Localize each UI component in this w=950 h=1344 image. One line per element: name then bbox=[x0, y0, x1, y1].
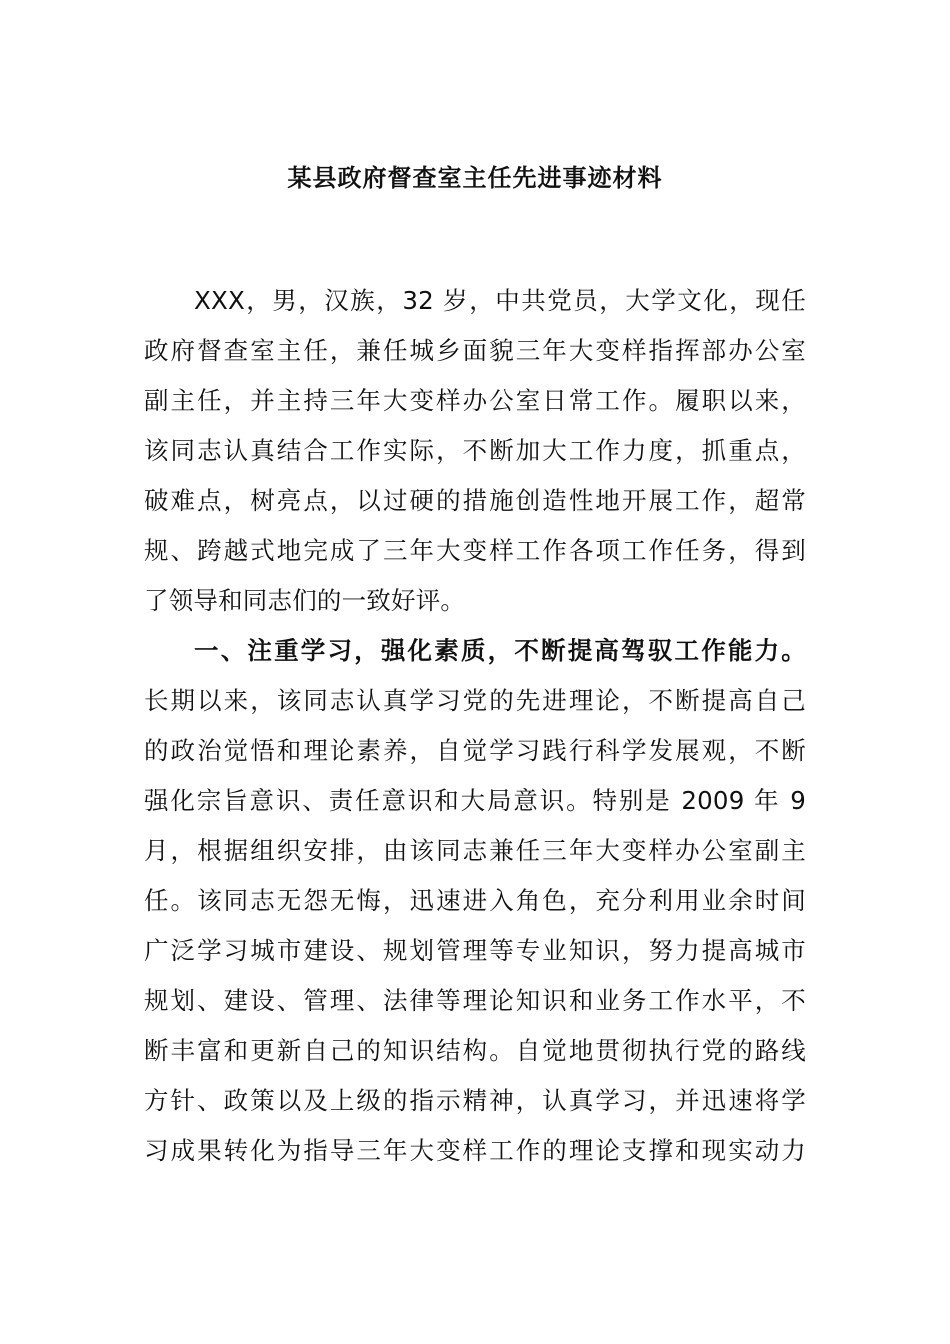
paragraph-line: 破难点，树亮点，以过硬的措施创造性地开展工作，超常 bbox=[144, 486, 806, 515]
paragraph-line: 规、跨越式地完成了三年大变样工作各项工作任务，得到 bbox=[144, 536, 806, 565]
document-title: 某县政府督查室主任先进事迹材料 bbox=[287, 164, 663, 192]
paragraph-line: 长期以来，该同志认真学习党的先进理论，不断提高自己 bbox=[144, 686, 806, 715]
paragraph-line: 习成果转化为指导三年大变样工作的理论支撑和现实动力 bbox=[144, 1136, 806, 1165]
paragraph-line: 断丰富和更新自己的知识结构。自觉地贯彻执行党的路线 bbox=[144, 1036, 806, 1065]
paragraph-line: 方针、政策以及上级的指示精神，认真学习，并迅速将学 bbox=[144, 1086, 806, 1115]
paragraph-line: 的政治觉悟和理论素养，自觉学习践行科学发展观，不断 bbox=[144, 736, 806, 765]
paragraph-line: XXX，男，汉族，32 岁，中共党员，大学文化，现任 bbox=[194, 286, 806, 315]
paragraph-line: 任。该同志无怨无悔，迅速进入角色，充分利用业余时间 bbox=[144, 886, 806, 915]
paragraph-line: 月，根据组织安排，由该同志兼任三年大变样办公室副主 bbox=[144, 836, 806, 865]
paragraph-line: 规划、建设、管理、法律等理论知识和业务工作水平，不 bbox=[144, 986, 806, 1015]
paragraph-line: 强化宗旨意识、责任意识和大局意识。特别是 2009 年 9 bbox=[144, 786, 806, 815]
paragraph-line: 广泛学习城市建设、规划管理等专业知识，努力提高城市 bbox=[144, 936, 806, 965]
paragraph-line: 了领导和同志们的一致好评。 bbox=[144, 586, 466, 615]
paragraph-line: 该同志认真结合工作实际，不断加大工作力度，抓重点， bbox=[144, 436, 806, 465]
paragraph-line: 政府督查室主任，兼任城乡面貌三年大变样指挥部办公室 bbox=[144, 336, 806, 365]
section-heading: 一、注重学习，强化素质，不断提高驾驭工作能力。 bbox=[194, 636, 806, 665]
paragraph-line: 副主任，并主持三年大变样办公室日常工作。履职以来， bbox=[144, 386, 806, 415]
